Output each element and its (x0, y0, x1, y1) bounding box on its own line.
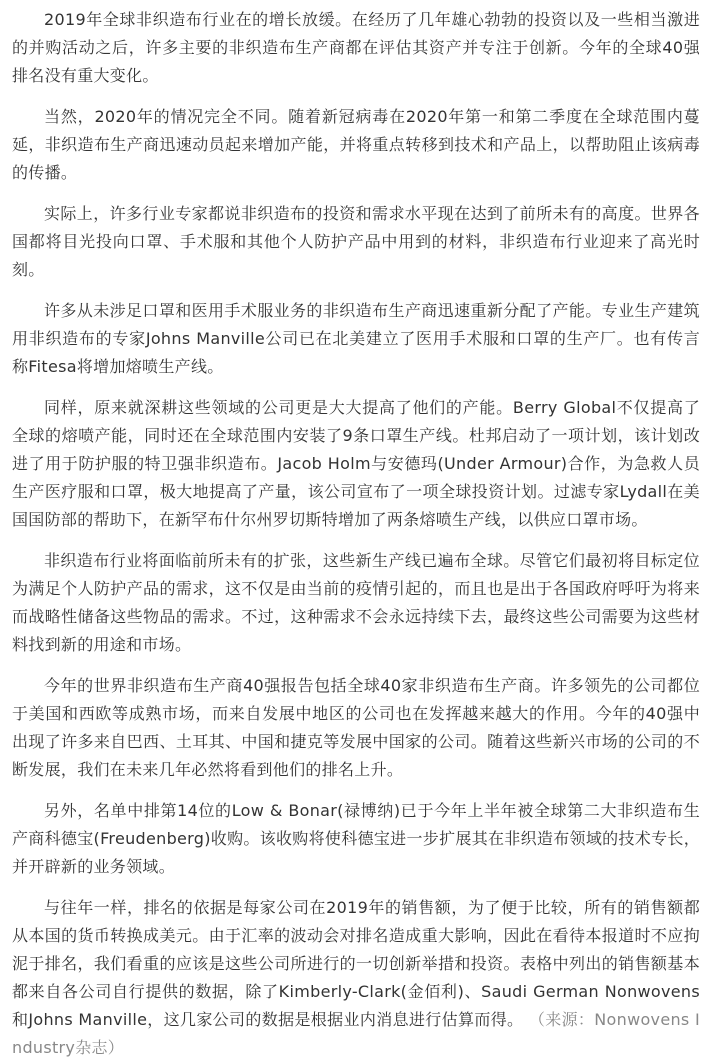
source-note: （来源：Nonwovens Industry杂志） (12, 1010, 700, 1057)
paragraph-7: 今年的世界非织造布生产商40强报告包括全球40家非织造布生产商。许多领先的公司都位于美国和西欧等成熟市场，而来自发展中地区的公司也在发挥越来越大的作用。今年的40强中出现了许多来自巴西、土耳其、中国和捷克等发展中国家的公司。随着这些新兴市场的公司的不断发展，我们在未来几年必然将看到他们的排名上升。 (12, 676, 700, 779)
paragraph-6: 非织造布行业将面临前所未有的扩张，这些新生产线已遍布全球。尽管它们最初将目标定位为满足个人防护产品的需求，这不仅是由当前的疫情引起的，而且也是出于各国政府呼吁为将来而战略性储备这些物品的需求。不过，这种需求不会永远持续下去，最终这些公司需要为这些材料找到新的用途和市场。 (12, 551, 700, 654)
paragraph-4: 许多从未涉足口罩和医用手术服业务的非织造布生产商迅速重新分配了产能。专业生产建筑用非织造布的专家Johns Manville公司已在北美建立了医用手术服和口罩的生产厂。也有传言称Fitesa将增加熔喷生产线。 (12, 301, 700, 376)
paragraph-3: 实际上，许多行业专家都说非织造布的投资和需求水平现在达到了前所未有的高度。世界各国都将目光投向口罩、手术服和其他个人防护产品中用到的材料，非织造布行业迎来了高光时刻。 (12, 204, 700, 279)
paragraph-5: 同样，原来就深耕这些领域的公司更是大大提高了他们的产能。Berry Global不仅提高了全球的熔喷产能，同时还在全球范围内安装了9条口罩生产线。杜邦启动了一项计划，该计划改进了用于防护服的特卫强非织造布。Jacob Holm与安德玛(Under Armour)合作，为急救人员生产医疗服和口罩，极大地提高了产量，该公司宣布了一项全球投资计划。过滤专家Lydall在美国国防部的帮助下，在新罕布什尔州罗切斯特增加了两条熔喷生产线，以供应口罩市场。 (12, 398, 700, 529)
paragraph-9 (12, 894, 700, 1062)
paragraph-1: 2019年全球非织造布行业在的增长放缓。在经历了几年雄心勃勃的投资以及一些相当激进的并购活动之后，许多主要的非织造布生产商都在评估其资产并专注于创新。今年的全球40强排名没有重大变化。 (12, 10, 700, 85)
paragraph-9-text: 与往年一样，排名的依据是每家公司在2019年的销售额，为了便于比较，所有的销售额都从本国的货币转换成美元。由于汇率的波动会对排名造成重大影响，因此在看待本报道时不应拘泥于排名，我们看重的应该是这些公司所进行的一切创新举措和投资。表格中列出的销售额基本都来自各公司自行提供的数据，除了Kimberly-Clark(金佰利)、Saudi German Nonwovens和Johns Manville，这几家公司的数据是根据业内消息进行估算而得。 (12, 898, 700, 1029)
paragraph-8: 另外，名单中排第14位的Low & Bonar(禄博纳)已于今年上半年被全球第二大非织造布生产商科德宝(Freudenberg)收购。该收购将使科德宝进一步扩展其在非织造布领域的技术专长，并开辟新的业务领域。 (12, 801, 700, 876)
paragraph-2: 当然，2020年的情况完全不同。随着新冠病毒在2020年第一和第二季度在全球范围内蔓延，非织造布生产商迅速动员起来增加产能，并将重点转移到技术和产品上，以帮助阻止该病毒的传播。 (12, 107, 700, 182)
